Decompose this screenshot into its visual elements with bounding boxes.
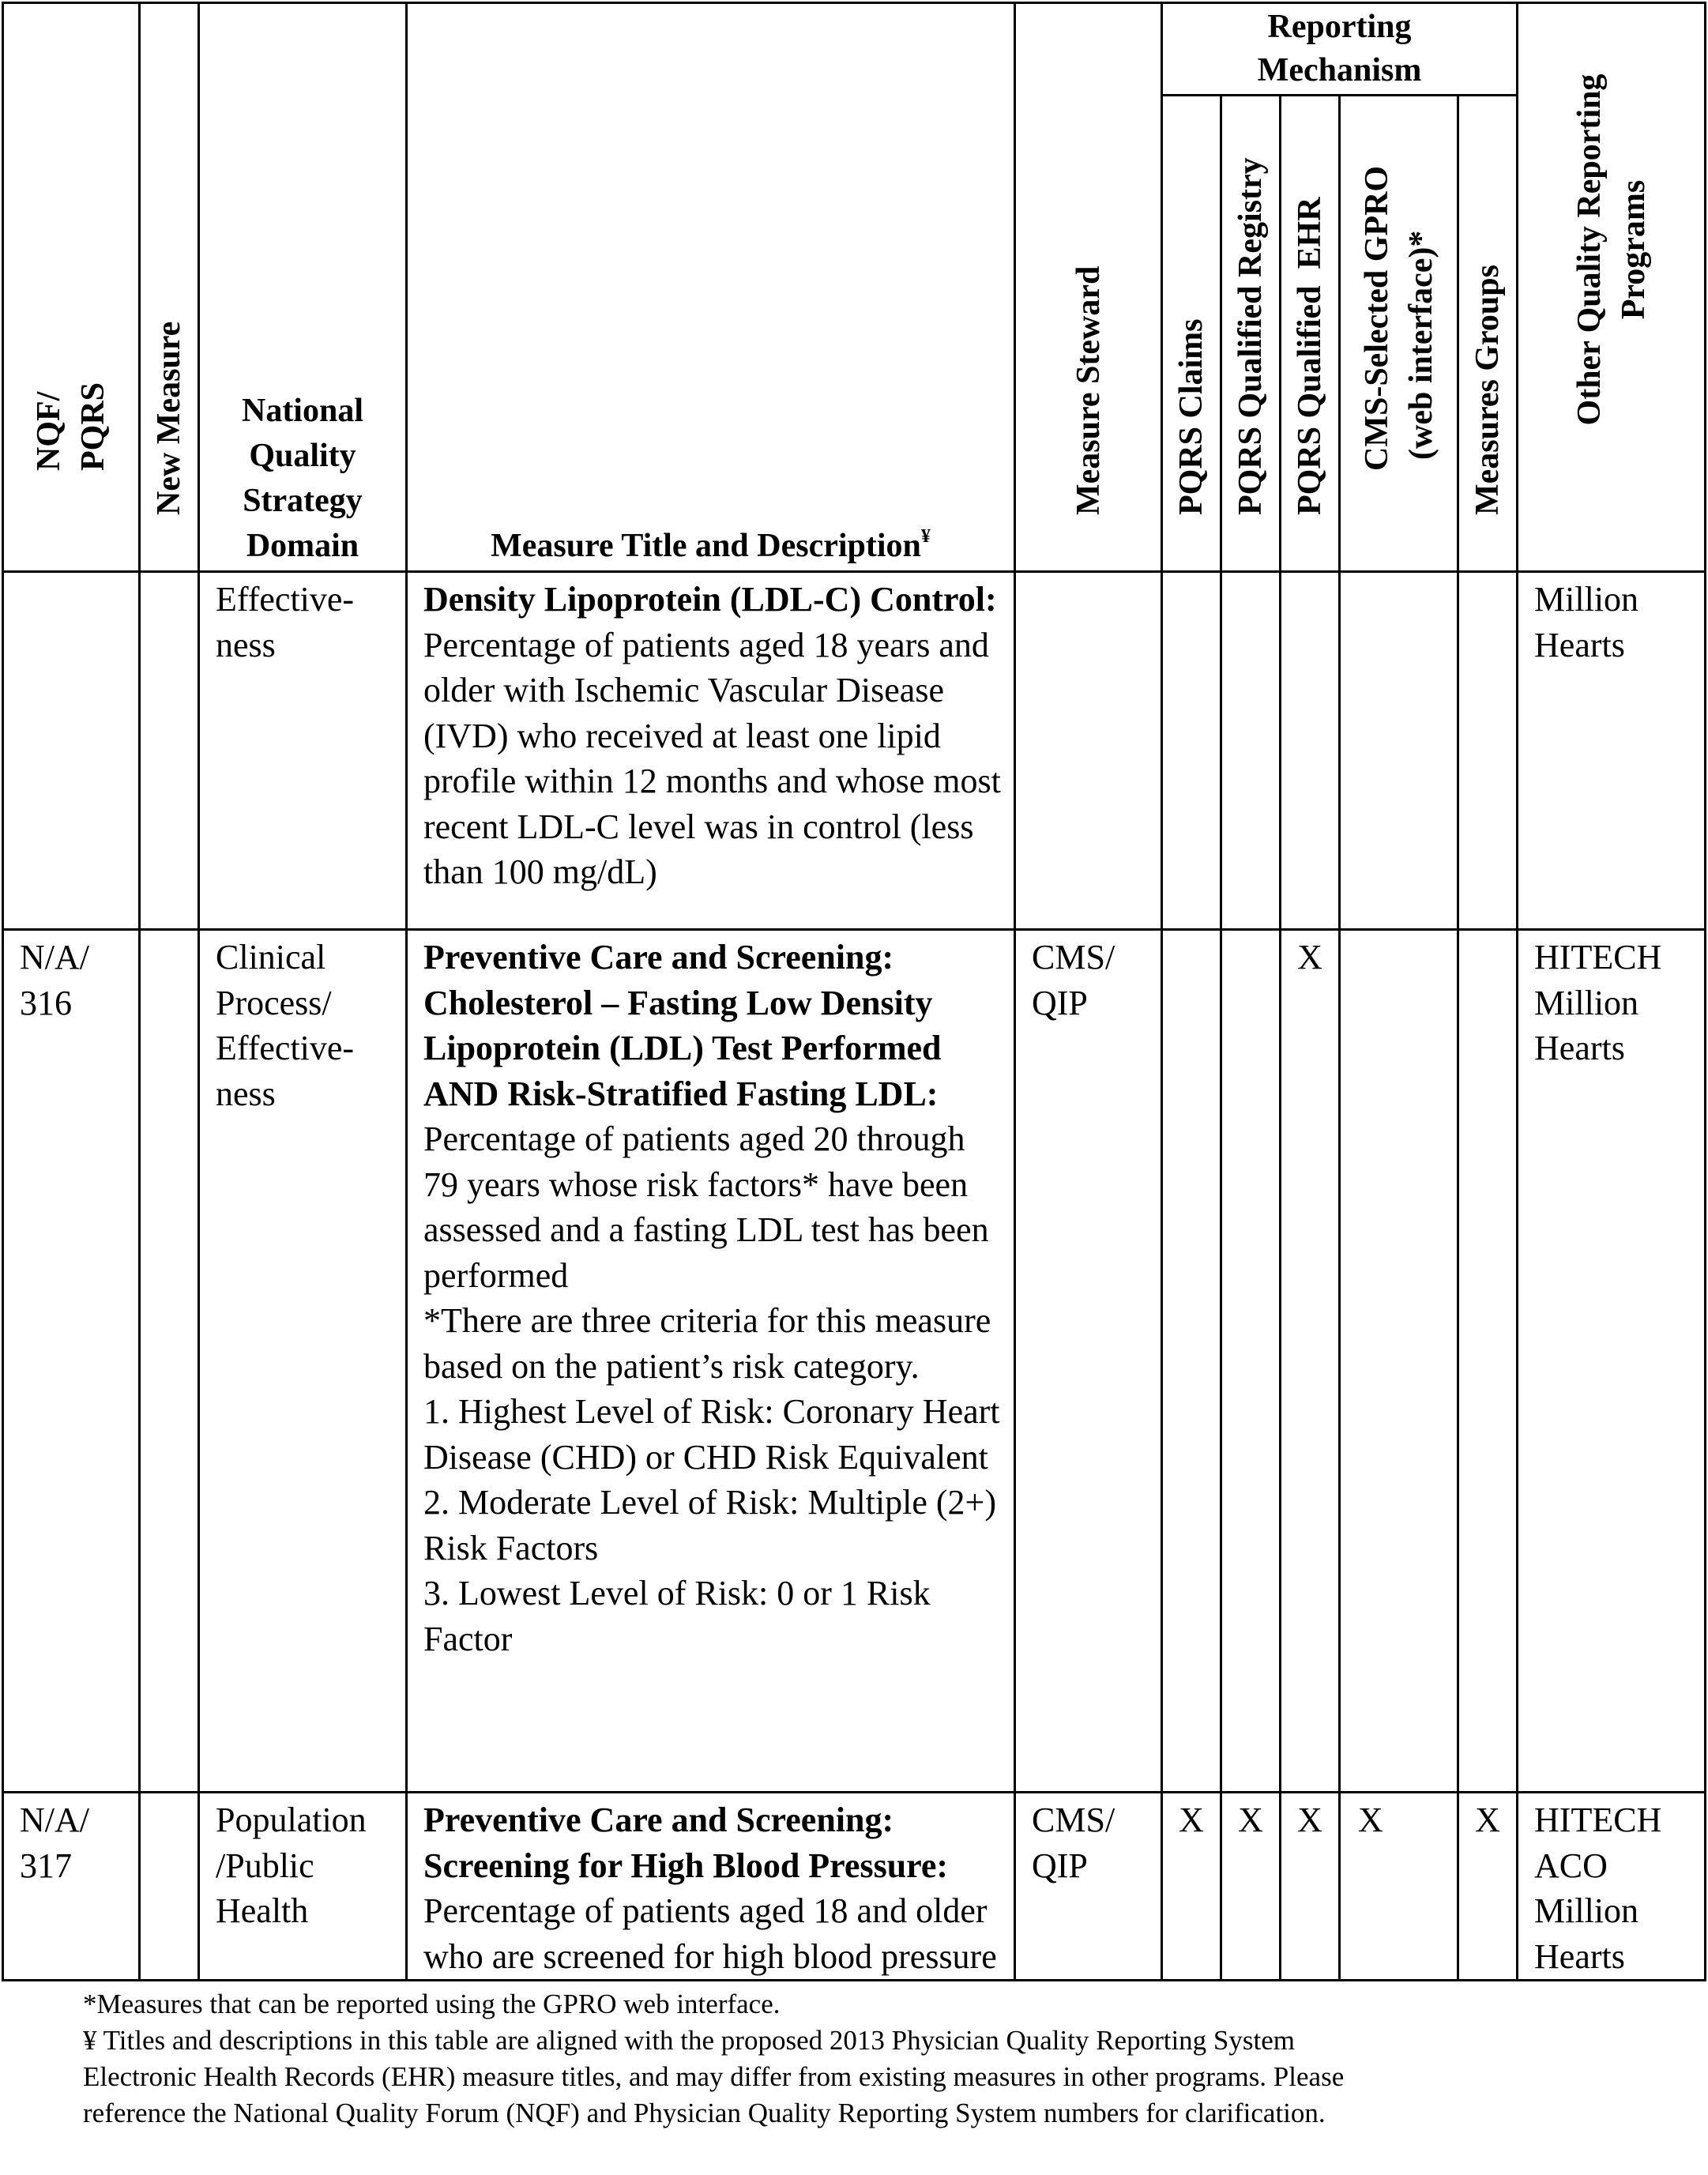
mechanism-ehr-mark: X [1297,1801,1322,1839]
nqf-pqrs-cell-line: 317 [20,1846,72,1885]
nqs-domain-cell-line: ness [216,1074,276,1113]
measure-criteria-line: 1. Highest Level of Risk: Coronary Heart Disease (CHD) or CHD Risk Equivalent [423,1392,1000,1477]
measure-description: Percentage of patients aged 20 through 79 years whose risk factors* have been assessed and a fasting LDL test has been performed [423,1074,998,1295]
table-row [3,930,1706,1793]
nqs-domain-cell-line: Effective- [216,1029,355,1067]
measure-steward-cell [1015,930,1162,1793]
nqs-domain-cell-line: /Public [216,1846,314,1885]
quality-measures-table [2,2,1706,1981]
new-measure-cell [140,1793,199,1981]
other-programs-cell-line: ACO [1534,1846,1608,1885]
header-new-measure-text: New Measure [151,321,187,515]
header-measure-steward [1015,3,1162,572]
nqs-domain-cell-line: Health [216,1891,309,1930]
measure-steward-cell [1015,572,1162,930]
table-body [3,572,1706,1981]
mechanism-registry-cell [1221,572,1281,930]
nqs-domain-cell-line: Population [216,1801,367,1839]
measure-description: Percentage of patients aged 18 years and older with Ischemic Vascular Disease (IVD) who received at least one lipid profile within 12 months and whose most recent LDL-C level was in control (less than 100 mg/dL) [423,580,1010,891]
nqs-domain-cell-line: Process/ [216,983,332,1022]
mechanism-ehr-mark: X [1297,938,1322,976]
nqf-pqrs-cell-line: N/A/ [20,1801,89,1839]
footnotes [83,1986,1695,2132]
mechanism-groups-cell [1458,572,1518,930]
header-nqf-pqrs-text: NQF/ PQRS [31,382,111,471]
mechanism-gpro-cell [1340,1793,1458,1981]
header-pqrs-claims [1162,96,1221,572]
header-row-top [3,3,1706,96]
nqf-pqrs-cell-line: N/A/ [20,938,89,976]
mechanism-gpro-cell [1340,572,1458,930]
mechanism-claims-cell [1162,1793,1221,1981]
nqf-pqrs-cell-line: 316 [20,983,72,1022]
measure-steward-cell-line: CMS/ [1032,938,1115,976]
mechanism-groups-cell [1458,1793,1518,1981]
mechanism-ehr-cell [1281,572,1340,930]
other-programs-cell-line: HITECH [1534,1801,1662,1839]
measure-title-description-cell [407,930,1015,1793]
other-programs-cell-line: Hearts [1534,1936,1625,1976]
footnote-yen-line3: reference the National Quality Forum (NQF) and Physician Quality Reporting System numbers for clarification. [83,2098,1326,2128]
mechanism-gpro-cell [1340,930,1458,1793]
other-programs-cell-line: Million [1534,1891,1639,1930]
header-pqrs-registry-text: PQRS Qualified Registry [1232,157,1269,515]
measure-steward-cell-line: QIP [1032,1846,1088,1885]
mechanism-groups-mark: X [1475,1801,1500,1839]
measure-criteria-line: *There are three criteria for this measure based on the patient’s risk category. [423,1301,991,1386]
other-programs-cell [1518,930,1706,1793]
table-row [3,1793,1706,1981]
other-programs-cell-line: Million [1534,983,1639,1022]
header-cms-gpro-line1: CMS-Selected GPRO [1358,165,1395,471]
other-programs-cell [1518,572,1706,930]
mechanism-ehr-cell [1281,930,1340,1793]
measure-paragraph [423,935,1006,1298]
header-cms-gpro [1340,96,1458,572]
header-measures-groups-text: Measures Groups [1469,265,1506,515]
footnote-yen-line1: ¥ Titles and descriptions in this table are aligned with the proposed 2013 Physician Quality Reporting System [83,2025,1296,2056]
nqs-domain-cell-line: ness [216,625,276,664]
mechanism-claims-cell [1162,572,1221,930]
measure-title: Density Lipoprotein (LDL-C) Control: [423,580,997,619]
measure-description: Percentage of patients aged 18 and older who are screened for high blood pressure [423,1846,997,1976]
header-pqrs-claims-text: PQRS Claims [1173,318,1210,515]
mechanism-registry-cell [1221,1793,1281,1981]
nqs-domain-cell-line: Clinical [216,938,326,976]
other-programs-cell [1518,1793,1706,1981]
nqs-domain-cell [199,1793,407,1981]
measure-title-description-cell [407,1793,1015,1981]
header-nqf-pqrs [3,3,140,572]
header-cms-gpro-line2: (web interface)* [1402,230,1439,460]
measure-title-description-cell [407,572,1015,930]
header-reporting-mechanism [1162,3,1518,96]
nqs-domain-cell [199,930,407,1793]
measure-steward-cell-line: CMS/ [1032,1801,1115,1839]
footnote-gpro: *Measures that can be reported using the GPRO web interface. [83,1989,781,2019]
nqs-domain-cell [199,572,407,930]
header-nqs-domain [199,3,407,572]
mechanism-claims-cell [1162,930,1221,1793]
header-other-programs [1518,3,1706,572]
other-programs-cell-line: Million [1534,580,1639,619]
measure-paragraph [423,577,1010,895]
header-reporting-mechanism-text: Reporting Mechanism [1257,9,1422,88]
header-title-description-text: Measure Title and Description [491,528,921,564]
measure-steward-cell [1015,1793,1162,1981]
other-programs-cell-line: Hearts [1534,625,1625,664]
mechanism-groups-cell [1458,930,1518,1793]
nqf-pqrs-cell [3,1793,140,1981]
header-measure-steward-text: Measure Steward [1070,265,1107,515]
header-nqs-domain-text: National Quality Strategy Domain [241,393,363,564]
measure-paragraph [423,1797,1006,1979]
table-row [3,572,1706,930]
yen-footnote-marker: ¥ [920,526,931,547]
header-pqrs-ehr [1281,96,1340,572]
measure-title: Preventive Care and Screening: Screening for High Blood Pressure: [423,1801,949,1885]
new-measure-cell [140,572,199,930]
header-measures-groups [1458,96,1518,572]
header-pqrs-registry [1221,96,1281,572]
mechanism-ehr-cell [1281,1793,1340,1981]
header-other-programs-text: Other Quality Reporting Programs [1571,73,1652,426]
nqf-pqrs-cell [3,930,140,1793]
other-programs-cell-line: HITECH [1534,938,1662,976]
mechanism-registry-cell [1221,930,1281,1793]
footnote-yen-line2: Electronic Health Records (EHR) measure titles, and may differ from existing measures in other programs. Please [83,2061,1345,2092]
measure-title: Preventive Care and Screening: Cholesterol – Fasting Low Density Lipoprotein (LDL) Test Performed AND Risk-Stratified Fasting LDL: [423,938,942,1113]
measure-criteria-line: 3. Lowest Level of Risk: 0 or 1 Risk Factor [423,1574,931,1658]
header-new-measure [140,3,199,572]
header-pqrs-ehr-text: PQRS Qualified EHR [1292,197,1328,515]
mechanism-registry-mark: X [1238,1801,1263,1839]
other-programs-cell-line: Hearts [1534,1029,1625,1067]
nqs-domain-cell-line: Effective- [216,580,355,619]
new-measure-cell [140,930,199,1793]
mechanism-gpro-mark: X [1358,1801,1383,1839]
measure-steward-cell-line: QIP [1032,983,1088,1022]
nqf-pqrs-cell [3,572,140,930]
mechanism-claims-mark: X [1179,1801,1204,1839]
header-title-description [407,3,1015,572]
measure-criteria-line: 2. Moderate Level of Risk: Multiple (2+) Risk Factors [423,1483,996,1567]
